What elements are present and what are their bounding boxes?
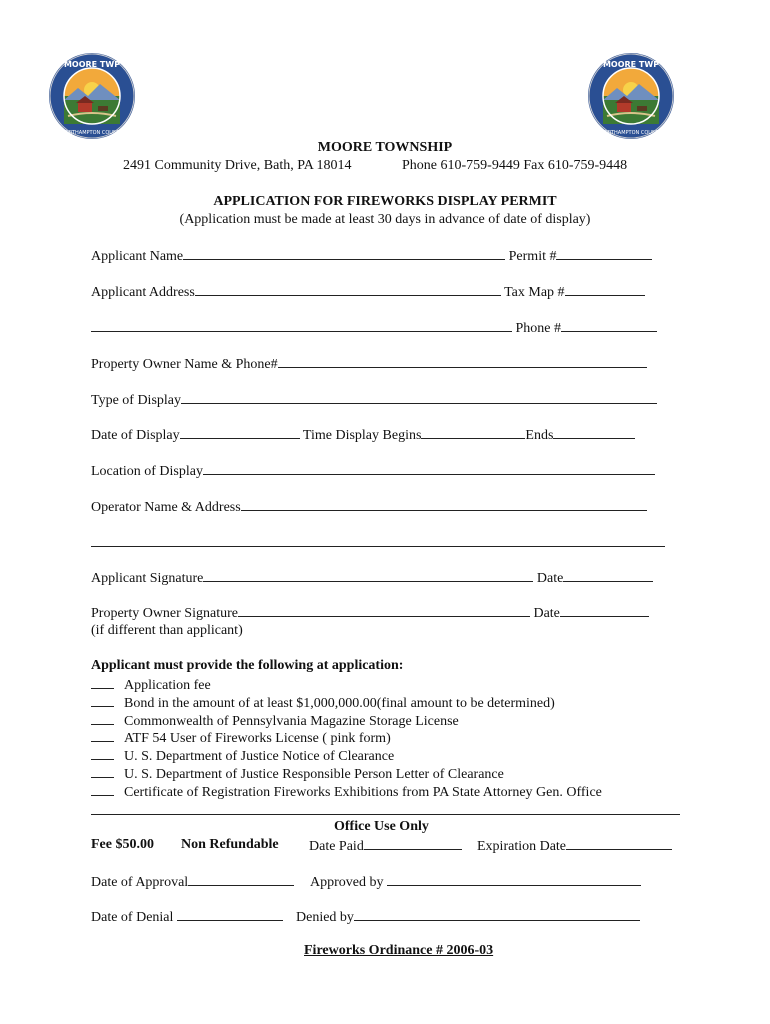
phone-row: [91, 318, 657, 337]
requirement-checkbox-line[interactable]: [91, 782, 114, 796]
requirement-item: [91, 764, 504, 783]
owner-signature-row: [91, 603, 649, 622]
fee-label: Fee $50.00: [91, 837, 154, 852]
type-of-display-field[interactable]: [181, 390, 657, 404]
requirement-item: [91, 782, 602, 801]
type-of-display-row: [91, 390, 657, 409]
operator-row: [91, 497, 647, 516]
form-subtitle: (Application must be made at least 30 days in advance of date of display): [179, 212, 591, 227]
time-begins-label: Time Display Begins: [302, 428, 422, 443]
township-seal-right: [587, 52, 675, 140]
requirement-label: Commonwealth of Pennsylvania Magazine Storage License: [124, 713, 459, 729]
approval-date-row: [91, 872, 294, 891]
svg-text:MOORE TWP: MOORE TWP: [63, 60, 121, 69]
requirement-item: [91, 693, 555, 712]
applicant-name-row: [91, 246, 652, 265]
requirement-item: [91, 711, 459, 730]
operator-label: Operator Name & Address: [91, 500, 241, 515]
non-refundable-label: Non Refundable: [181, 837, 279, 852]
applicant-address-line2-field[interactable]: [91, 318, 512, 332]
org-address: 2491 Community Drive, Bath, PA 18014: [123, 158, 352, 173]
org-name: MOORE TOWNSHIP: [317, 140, 453, 155]
owner-signature-note: (if different than applicant): [91, 623, 243, 638]
owner-signature-label: Property Owner Signature: [91, 606, 238, 621]
ends-label: Ends: [525, 428, 554, 443]
requirement-checkbox-line[interactable]: [91, 728, 114, 742]
ends-field[interactable]: [553, 425, 635, 439]
office-divider: [91, 814, 680, 815]
denial-date-row: [91, 907, 283, 926]
operator-field[interactable]: [241, 497, 647, 511]
svg-text:NORTHAMPTON COUNTY: NORTHAMPTON COUNTY: [600, 130, 662, 136]
svg-text:NORTHAMPTON COUNTY: NORTHAMPTON COUNTY: [61, 130, 123, 136]
requirements-heading: Applicant must provide the following at application:: [91, 658, 404, 673]
requirement-item: [91, 675, 211, 694]
owner-name-phone-field[interactable]: [278, 354, 647, 368]
approved-by-field[interactable]: [387, 872, 641, 886]
date-of-denial-label: Date of Denial: [91, 910, 174, 925]
svg-text:MOORE TWP: MOORE TWP: [602, 60, 660, 69]
applicant-signature-field[interactable]: [203, 568, 533, 582]
location-label: Location of Display: [91, 464, 203, 479]
owner-date-label: Date: [533, 606, 560, 621]
requirement-label: Application fee: [124, 678, 211, 693]
applicant-address-field[interactable]: [195, 282, 501, 296]
applicant-address-row: [91, 282, 645, 301]
permit-number-label: Permit #: [508, 249, 557, 264]
approved-by-row: [310, 872, 641, 891]
org-phone-fax: Phone 610-759-9449 Fax 610-759-9448: [402, 158, 628, 173]
phone-label: Phone #: [515, 321, 561, 336]
expiration-date-field[interactable]: [566, 836, 672, 850]
date-of-approval-label: Date of Approval: [91, 875, 189, 890]
type-of-display-label: Type of Display: [91, 393, 182, 408]
requirement-checkbox-line[interactable]: [91, 693, 114, 707]
approved-by-label: Approved by: [310, 875, 384, 890]
expiration-date-label: Expiration Date: [477, 839, 567, 854]
date-time-row: [91, 425, 635, 444]
time-begins-field[interactable]: [421, 425, 525, 439]
township-seal-left: [48, 52, 136, 140]
denied-by-label: Denied by: [296, 910, 354, 925]
tax-map-field[interactable]: [565, 282, 645, 296]
owner-signature-field[interactable]: [238, 603, 530, 617]
ordinance-footer: Fireworks Ordinance # 2006-03: [304, 943, 494, 958]
requirement-label: Bond in the amount of at least $1,000,000.00(final amount to be determined): [124, 695, 555, 711]
requirement-checkbox-line[interactable]: [91, 711, 114, 725]
applicant-signature-label: Applicant Signature: [91, 571, 204, 586]
requirement-label: U. S. Department of Justice Notice of Clearance: [124, 749, 395, 765]
requirement-item: [91, 728, 391, 747]
form-title: APPLICATION FOR FIREWORKS DISPLAY PERMIT: [213, 194, 557, 209]
requirement-checkbox-line[interactable]: [91, 764, 114, 778]
requirement-checkbox-line[interactable]: [91, 675, 114, 689]
applicant-address-label: Applicant Address: [91, 285, 195, 300]
owner-name-row: [91, 354, 647, 373]
requirement-label: U. S. Department of Justice Responsible Person Letter of Clearance: [124, 767, 504, 782]
location-row: [91, 461, 655, 480]
requirement-item: [91, 746, 394, 765]
denied-by-row: [296, 907, 640, 926]
date-of-approval-field[interactable]: [188, 872, 294, 886]
applicant-name-label: Applicant Name: [91, 249, 184, 264]
office-use-heading: Office Use Only: [334, 819, 429, 834]
requirement-label: Certificate of Registration Fireworks Exhibitions from PA State Attorney Gen. Office: [124, 784, 602, 800]
denied-by-field[interactable]: [354, 907, 640, 921]
tax-map-label: Tax Map #: [504, 285, 565, 300]
date-paid-label: Date Paid: [309, 839, 364, 854]
owner-date-field[interactable]: [560, 603, 649, 617]
phone-field[interactable]: [561, 318, 657, 332]
date-of-display-field[interactable]: [180, 425, 300, 439]
location-field[interactable]: [203, 461, 655, 475]
permit-number-field[interactable]: [556, 246, 652, 260]
owner-name-phone-label: Property Owner Name & Phone#: [91, 357, 278, 372]
requirement-label: ATF 54 User of Fireworks License ( pink form): [124, 731, 391, 747]
applicant-date-field[interactable]: [563, 568, 653, 582]
date-paid-row: [309, 836, 462, 855]
expiration-row: [477, 836, 672, 855]
requirement-checkbox-line[interactable]: [91, 746, 114, 760]
date-of-denial-field[interactable]: [177, 907, 283, 921]
applicant-signature-row: [91, 568, 653, 587]
applicant-date-label: Date: [536, 571, 564, 586]
date-paid-field[interactable]: [364, 836, 462, 850]
date-of-display-label: Date of Display: [91, 428, 180, 443]
applicant-name-field[interactable]: [183, 246, 505, 260]
operator-line2-field[interactable]: [91, 532, 665, 547]
